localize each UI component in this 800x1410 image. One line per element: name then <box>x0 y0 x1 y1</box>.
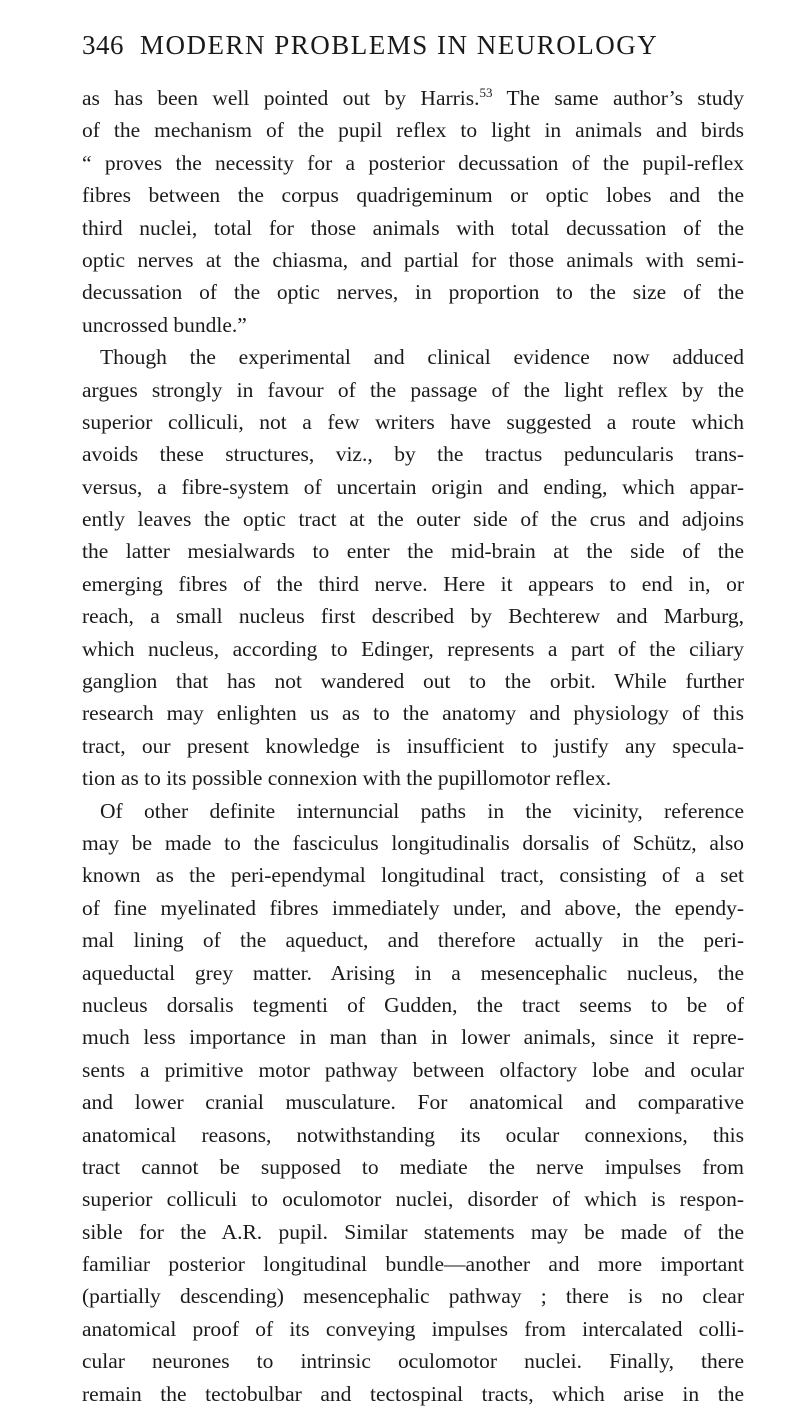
text-line <box>82 147 744 179</box>
text-line <box>82 859 744 891</box>
line-text: anatomical proof of its conveying impulses from intercalated colli- <box>82 1316 744 1341</box>
line-text: of fine myelinated fibres immediately under, and above, the ependy- <box>82 895 744 920</box>
running-title: MODERN PROBLEMS IN NEUROLOGY <box>140 30 659 60</box>
text-line <box>82 1086 744 1118</box>
text-line <box>82 697 744 729</box>
line-text: ently leaves the optic tract at the outer side of the crus and adjoins <box>82 507 744 532</box>
text-line <box>82 1280 744 1312</box>
text-line <box>82 762 744 794</box>
text-line <box>82 114 744 146</box>
line-text: decussation of the optic nerves, in proportion to the size of the <box>82 280 744 305</box>
line-text: known as the peri-ependymal longitudinal tract, consisting of a set <box>82 863 744 888</box>
text-line <box>82 1216 744 1248</box>
line-text: emerging fibres of the third nerve. Here it appears to end in, or <box>82 571 744 596</box>
text-line <box>82 341 744 373</box>
text-line <box>82 730 744 762</box>
line-text: sents a primitive motor pathway between olfactory lobe and ocular <box>82 1057 744 1082</box>
line-text: tion as to its possible connexion with the pupillomotor reflex. <box>82 766 612 791</box>
line-text: the latter mesialwards to enter the mid-brain at the side of the <box>82 539 744 564</box>
text-line <box>82 374 744 406</box>
line-text: sible for the A.R. pupil. Similar statements may be made of the <box>82 1219 744 1244</box>
text-line <box>82 568 744 600</box>
line-text: Of other definite internuncial paths in the vicinity, reference <box>100 798 744 823</box>
line-text: superior colliculi to oculomotor nuclei, disorder of which is respon- <box>82 1187 744 1212</box>
line-text: ganglion that has not wandered out to the orbit. While further <box>82 669 744 694</box>
text-line <box>82 665 744 697</box>
text-line <box>82 795 744 827</box>
line-text: nucleus dorsalis tegmenti of Gudden, the tract seems to be of <box>82 992 744 1017</box>
page-number: 346 <box>82 30 124 60</box>
line-text: may be made to the fasciculus longitudinalis dorsalis of Schütz, also <box>82 830 744 855</box>
line-text: research may enlighten us as to the anatomy and physiology of this <box>82 701 744 726</box>
text-line <box>82 1119 744 1151</box>
text-line <box>82 535 744 567</box>
text-line <box>82 1313 744 1345</box>
text-line <box>82 989 744 1021</box>
line-text: of the mechanism of the pupil reflex to light in animals and birds <box>82 118 744 143</box>
line-text: superior colliculi, not a few writers have suggested a route which <box>82 409 744 434</box>
line-text: much less importance in man than in lower animals, since it repre- <box>82 1025 744 1050</box>
text-line <box>82 633 744 665</box>
text-line <box>82 438 744 470</box>
text-line <box>82 503 744 535</box>
line-text: (partially descending) mesencephalic pathway ; there is no clear <box>82 1284 744 1309</box>
line-text: as has been well pointed out by Harris. <box>82 86 480 110</box>
line-text: versus, a fibre-system of uncertain origin and ending, which appar- <box>82 474 744 499</box>
text-line <box>82 600 744 632</box>
footnote-reference: 53 <box>479 85 493 100</box>
text-line <box>82 1378 744 1410</box>
text-line <box>82 957 744 989</box>
text-line <box>82 924 744 956</box>
line-text: mal lining of the aqueduct, and therefore actually in the peri- <box>82 928 744 953</box>
text-line <box>82 471 744 503</box>
line-text: avoids these structures, viz., by the tractus peduncularis trans- <box>82 442 744 467</box>
text-line <box>82 309 744 341</box>
text-line <box>82 406 744 438</box>
book-page <box>82 30 744 1410</box>
text-line <box>82 1183 744 1215</box>
line-text-continued: The same author’s study <box>492 86 744 110</box>
line-text: reach, a small nucleus first described by Bechterew and Marburg, <box>82 604 744 629</box>
line-text: tract, our present knowledge is insufficient to justify any specula- <box>82 733 744 758</box>
line-text: and lower cranial musculature. For anatomical and comparative <box>82 1090 744 1115</box>
text-line <box>82 827 744 859</box>
line-text: argues strongly in favour of the passage of the light reflex by the <box>82 377 744 402</box>
line-text: uncrossed bundle.” <box>82 312 247 337</box>
page-header <box>82 30 744 74</box>
line-text: Though the experimental and clinical evidence now adduced <box>100 345 744 370</box>
line-text: anatomical reasons, notwithstanding its ocular connexions, this <box>82 1122 744 1147</box>
text-line <box>82 1345 744 1377</box>
line-text: optic nerves at the chiasma, and partial for those animals with semi- <box>82 247 744 272</box>
text-line <box>82 1248 744 1280</box>
line-text: cular neurones to intrinsic oculomotor nuclei. Finally, there <box>82 1349 744 1374</box>
line-text: third nuclei, total for those animals with total decussation of the <box>82 215 744 240</box>
text-line <box>82 1151 744 1183</box>
line-text: familiar posterior longitudinal bundle—another and more important <box>82 1252 744 1277</box>
line-text: tract cannot be supposed to mediate the nerve impulses from <box>82 1154 744 1179</box>
line-text: aqueductal grey matter. Arising in a mesencephalic nucleus, the <box>82 960 744 985</box>
text-line <box>82 212 744 244</box>
line-text: fibres between the corpus quadrigeminum or optic lobes and the <box>82 183 744 208</box>
text-line <box>82 276 744 308</box>
line-text: “ proves the necessity for a posterior decussation of the pupil-reflex <box>82 150 744 175</box>
text-line <box>82 82 744 114</box>
line-text: remain the tectobulbar and tectospinal tracts, which arise in the <box>82 1381 744 1406</box>
text-line <box>82 1054 744 1086</box>
text-line <box>82 179 744 211</box>
body-text <box>82 82 744 1410</box>
text-line <box>82 892 744 924</box>
line-text: which nucleus, according to Edinger, represents a part of the ciliary <box>82 636 744 661</box>
text-line <box>82 1021 744 1053</box>
text-line <box>82 244 744 276</box>
